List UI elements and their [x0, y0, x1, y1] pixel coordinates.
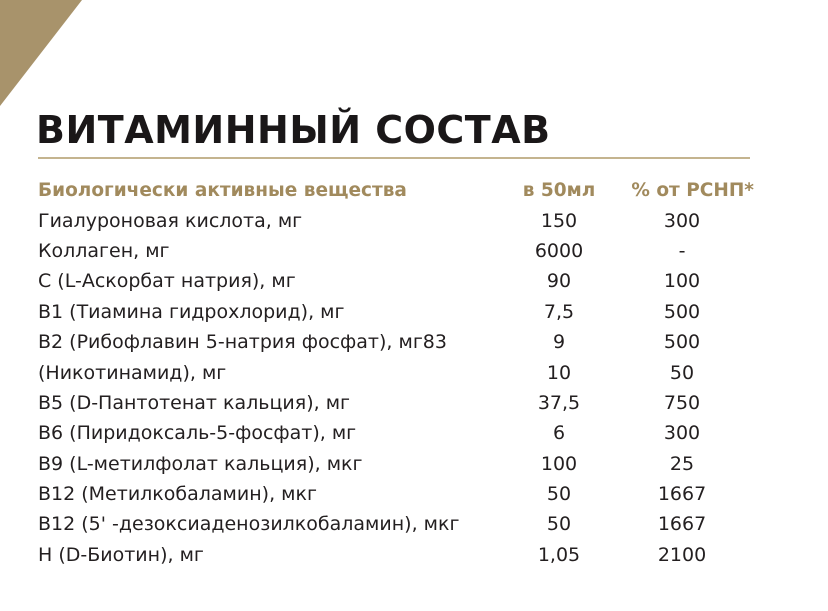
cell-percent: 2100: [657, 543, 707, 566]
cell-substance: Н (D-Биотин), мг: [38, 543, 204, 566]
header-substance: Биологически активные вещества: [38, 179, 407, 201]
table-header-row: [38, 175, 754, 205]
cell-substance: В6 (Пиридоксаль-5-фосфат), мг: [38, 422, 357, 445]
cell-percent: 1667: [657, 483, 707, 506]
table-row: [38, 540, 754, 570]
cell-percent: 1667: [657, 513, 707, 536]
cell-percent: 300: [663, 422, 701, 445]
cell-substance: В9 (L-метилфолат кальция), мкг: [38, 452, 363, 475]
cell-substance: С (L-Аскорбат натрия), мг: [38, 270, 296, 293]
table-row: [38, 236, 754, 266]
cell-substance: (Никотинамид), мг: [38, 361, 227, 384]
table-row: [38, 357, 754, 387]
table-body: [38, 205, 754, 570]
table-row: [38, 449, 754, 479]
cell-amount: 50: [546, 483, 572, 506]
table-row: [38, 388, 754, 418]
cell-percent: 300: [663, 209, 701, 232]
title-divider: [38, 157, 750, 159]
table-row: [38, 266, 754, 296]
table-row: [38, 205, 754, 235]
cell-amount: 10: [546, 361, 572, 384]
cell-percent: 25: [669, 452, 695, 475]
cell-percent: 50: [669, 361, 695, 384]
table-row: [38, 297, 754, 327]
cell-amount: 100: [540, 452, 578, 475]
cell-amount: 37,5: [537, 391, 581, 414]
cell-amount: 9: [552, 331, 566, 354]
cell-amount: 50: [546, 513, 572, 536]
header-percent: % от РСНП*: [631, 179, 754, 201]
header-amount: в 50мл: [522, 179, 596, 201]
cell-percent: 750: [663, 391, 701, 414]
cell-amount: 150: [540, 209, 578, 232]
cell-amount: 1,05: [537, 543, 581, 566]
cell-amount: 7,5: [543, 300, 575, 323]
cell-substance: В2 (Рибофлавин 5-натрия фосфат), мг83: [38, 331, 447, 354]
cell-substance: В12 (5' -дезоксиаденозилкобаламин), мкг: [38, 513, 460, 536]
cell-percent: -: [678, 239, 686, 262]
page-title: ВИТАМИННЫЙ СОСТАВ: [36, 108, 551, 152]
cell-amount: 6: [552, 422, 566, 445]
table-row: [38, 479, 754, 509]
cell-substance: Гиалуроновая кислота, мг: [38, 209, 303, 232]
vitamin-table: [38, 175, 754, 570]
cell-amount: 90: [546, 270, 572, 293]
cell-amount: 6000: [534, 239, 584, 262]
cell-substance: В12 (Метилкобаламин), мкг: [38, 483, 317, 506]
table-row: [38, 509, 754, 539]
cell-percent: 500: [663, 300, 701, 323]
cell-substance: Коллаген, мг: [38, 239, 170, 262]
cell-substance: В5 (D-Пантотенат кальция), мг: [38, 391, 351, 414]
corner-accent-triangle: [0, 0, 82, 106]
cell-percent: 500: [663, 331, 701, 354]
table-row: [38, 418, 754, 448]
cell-substance: В1 (Тиамина гидрохлорид), мг: [38, 300, 345, 323]
cell-percent: 100: [663, 270, 701, 293]
table-row: [38, 327, 754, 357]
